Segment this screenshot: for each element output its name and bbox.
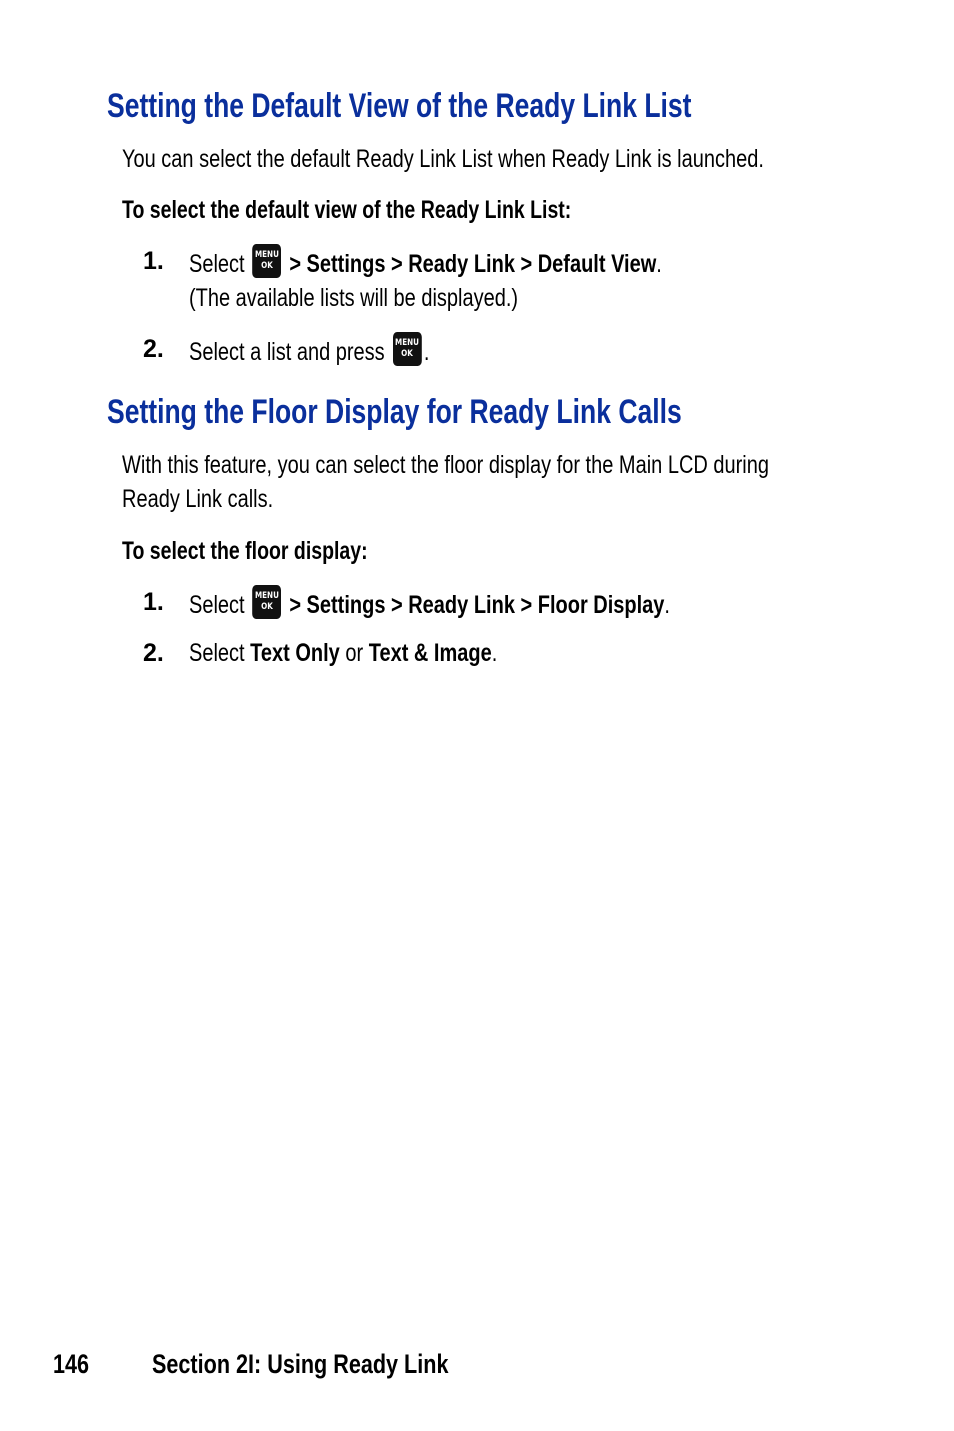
step-default-view-2: Select a list and press MENU OK . [189, 332, 489, 369]
section-intro-floor-display-line1: With this feature, you can select the floor display for the Main LCD during [122, 451, 769, 479]
section-intro-default-view: You can select the default Ready Link List when Ready Link is launched. [122, 145, 764, 173]
step-text: Select a list and press [189, 338, 385, 366]
step-number: 1. [143, 247, 164, 275]
option-text-only: Text Only [250, 639, 340, 667]
section-heading-default-view: Setting the Default View of the Ready Link List [107, 87, 692, 125]
menu-path: > Settings > Ready Link > Default View [289, 250, 657, 278]
step-text: Select [189, 639, 245, 667]
step-text: Select [189, 250, 245, 278]
footer-section-title: Section 2I: Using Ready Link [152, 1349, 449, 1379]
page-number: 146 [53, 1349, 90, 1379]
step-number: 1. [143, 588, 164, 616]
menu-path: > Settings > Ready Link > Floor Display [289, 591, 665, 619]
step-floor-display-2: Select Text Only or Text & Image. [189, 639, 498, 667]
procedure-lead-default-view: To select the default view of the Ready Link List: [122, 196, 572, 224]
section-intro-floor-display-line2: Ready Link calls. [122, 485, 274, 513]
section-heading-floor-display: Setting the Floor Display for Ready Link Calls [107, 393, 682, 431]
menu-ok-key-icon: MENU OK [393, 332, 422, 366]
step-default-view-1: Select MENU OK > Settings > Ready Link > Default View. [189, 244, 780, 281]
option-text-and-image: Text & Image [368, 639, 492, 667]
step-floor-display-1: Select MENU OK > Settings > Ready Link > Floor Display. [189, 585, 790, 622]
menu-ok-key-icon: MENU OK [253, 244, 282, 278]
menu-ok-key-icon: MENU OK [253, 585, 282, 619]
procedure-lead-floor-display: To select the floor display: [122, 537, 368, 565]
step-text: Select [189, 591, 245, 619]
step-note: (The available lists will be displayed.) [189, 284, 519, 312]
step-number: 2. [143, 639, 164, 667]
step-number: 2. [143, 335, 164, 363]
